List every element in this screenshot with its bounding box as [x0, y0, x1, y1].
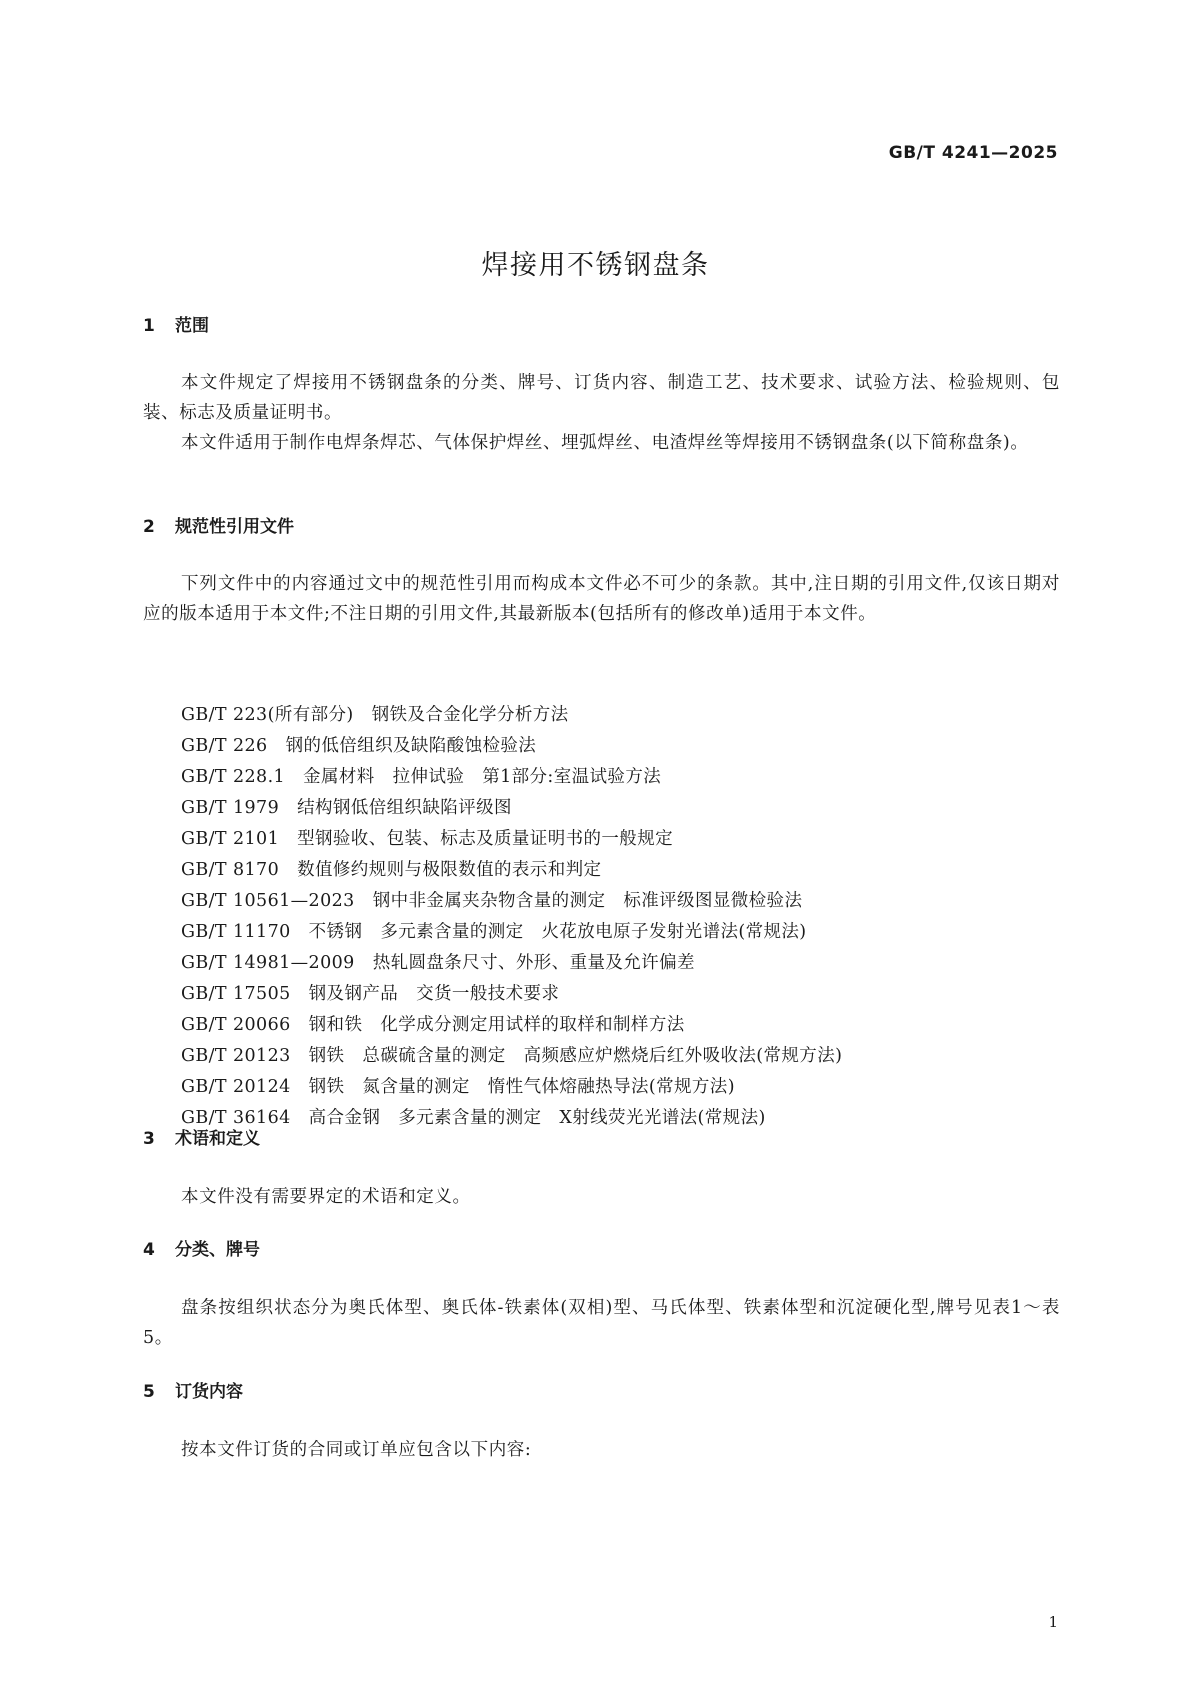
section-number: 5 — [143, 1382, 155, 1402]
reference-code: GB/T 1979 — [181, 798, 280, 818]
reference-title: 钢铁及合金化学分析方法 — [371, 705, 569, 725]
section-number: 4 — [143, 1240, 155, 1260]
paragraph: 本文件适用于制作电焊条焊芯、气体保护焊丝、埋弧焊丝、电渣焊丝等焊接用不锈钢盘条(以下简称盘条)。 — [181, 433, 1029, 453]
reference-code: GB/T 20124 — [181, 1077, 291, 1097]
reference-title: 高合金钢 多元素含量的测定 X射线荧光光谱法(常规法) — [308, 1108, 766, 1128]
reference-code: GB/T 2101 — [181, 829, 280, 849]
reference-title: 型钢验收、包装、标志及质量证明书的一般规定 — [297, 829, 674, 849]
section-4-heading — [143, 1238, 1058, 1262]
reference-code: GB/T 8170 — [181, 860, 280, 880]
reference-title: 金属材料 拉伸试验 第1部分:室温试验方法 — [303, 767, 662, 787]
section-title: 术语和定义 — [175, 1129, 260, 1149]
page-number: 1 — [1048, 1613, 1058, 1631]
section-number: 1 — [143, 316, 155, 336]
reference-title: 钢铁 总碳硫含量的测定 高频感应炉燃烧后红外吸收法(常规方法) — [308, 1046, 843, 1066]
reference-item — [181, 917, 1061, 948]
section-number: 3 — [143, 1129, 155, 1149]
reference-item — [181, 700, 1061, 731]
reference-code: GB/T 223(所有部分) — [181, 705, 354, 725]
reference-title: 钢和铁 化学成分测定用试样的取样和制样方法 — [308, 1015, 685, 1035]
reference-item — [181, 1041, 1061, 1072]
paragraph: 按本文件订货的合同或订单应包含以下内容: — [181, 1440, 532, 1460]
section-title: 规范性引用文件 — [175, 517, 294, 537]
reference-code: GB/T 17505 — [181, 984, 291, 1004]
reference-code: GB/T 228.1 — [181, 767, 286, 787]
section-3-heading — [143, 1127, 1058, 1151]
reference-item — [181, 1010, 1061, 1041]
paragraph: 下列文件中的内容通过文中的规范性引用而构成本文件必不可少的条款。其中,注日期的引用文件,仅该日期对应的版本适用于本文件;不注日期的引用文件,其最新版本(包括所有的修改单)适用于本文件。 — [143, 574, 1060, 624]
reference-item — [181, 793, 1061, 824]
reference-code: GB/T 14981—2009 — [181, 953, 355, 973]
reference-code: GB/T 20123 — [181, 1046, 291, 1066]
section-2-heading — [143, 515, 1058, 539]
reference-code: GB/T 226 — [181, 736, 268, 756]
reference-title: 数值修约规则与极限数值的表示和判定 — [297, 860, 602, 880]
reference-code: GB/T 20066 — [181, 1015, 291, 1035]
reference-code: GB/T 10561—2023 — [181, 891, 355, 911]
normative-references-list — [181, 700, 1061, 1134]
section-title: 订货内容 — [175, 1382, 243, 1402]
reference-title: 钢的低倍组织及缺陷酸蚀检验法 — [285, 736, 537, 756]
reference-item — [181, 886, 1061, 917]
reference-title: 结构钢低倍组织缺陷评级图 — [297, 798, 512, 818]
reference-code: GB/T 11170 — [181, 922, 291, 942]
reference-title: 钢中非金属夹杂物含量的测定 标准评级图显微检验法 — [372, 891, 803, 911]
section-1-heading — [143, 314, 1058, 338]
reference-item — [181, 948, 1061, 979]
document-title: 焊接用不锈钢盘条 — [481, 250, 710, 281]
reference-title: 钢及钢产品 交货一般技术要求 — [308, 984, 560, 1004]
paragraph: 本文件规定了焊接用不锈钢盘条的分类、牌号、订货内容、制造工艺、技术要求、试验方法、检验规则、包装、标志及质量证明书。 — [143, 373, 1060, 423]
reference-title: 钢铁 氮含量的测定 惰性气体熔融热导法(常规方法) — [308, 1077, 735, 1097]
reference-item — [181, 855, 1061, 886]
reference-item — [181, 762, 1061, 793]
paragraph: 本文件没有需要界定的术语和定义。 — [181, 1187, 471, 1207]
reference-item — [181, 979, 1061, 1010]
section-number: 2 — [143, 517, 155, 537]
section-title: 范围 — [175, 316, 209, 336]
section-5-heading — [143, 1380, 1058, 1404]
standard-number: GB/T 4241—2025 — [888, 143, 1058, 163]
reference-item — [181, 824, 1061, 855]
reference-title: 不锈钢 多元素含量的测定 火花放电原子发射光谱法(常规法) — [308, 922, 807, 942]
reference-item — [181, 1072, 1061, 1103]
reference-item — [181, 731, 1061, 762]
reference-title: 热轧圆盘条尺寸、外形、重量及允许偏差 — [372, 953, 695, 973]
reference-code: GB/T 36164 — [181, 1108, 291, 1128]
section-title: 分类、牌号 — [175, 1240, 260, 1260]
paragraph: 盘条按组织状态分为奥氏体型、奥氏体-铁素体(双相)型、马氏体型、铁素体型和沉淀硬化型,牌号见表1～表5。 — [143, 1298, 1060, 1348]
